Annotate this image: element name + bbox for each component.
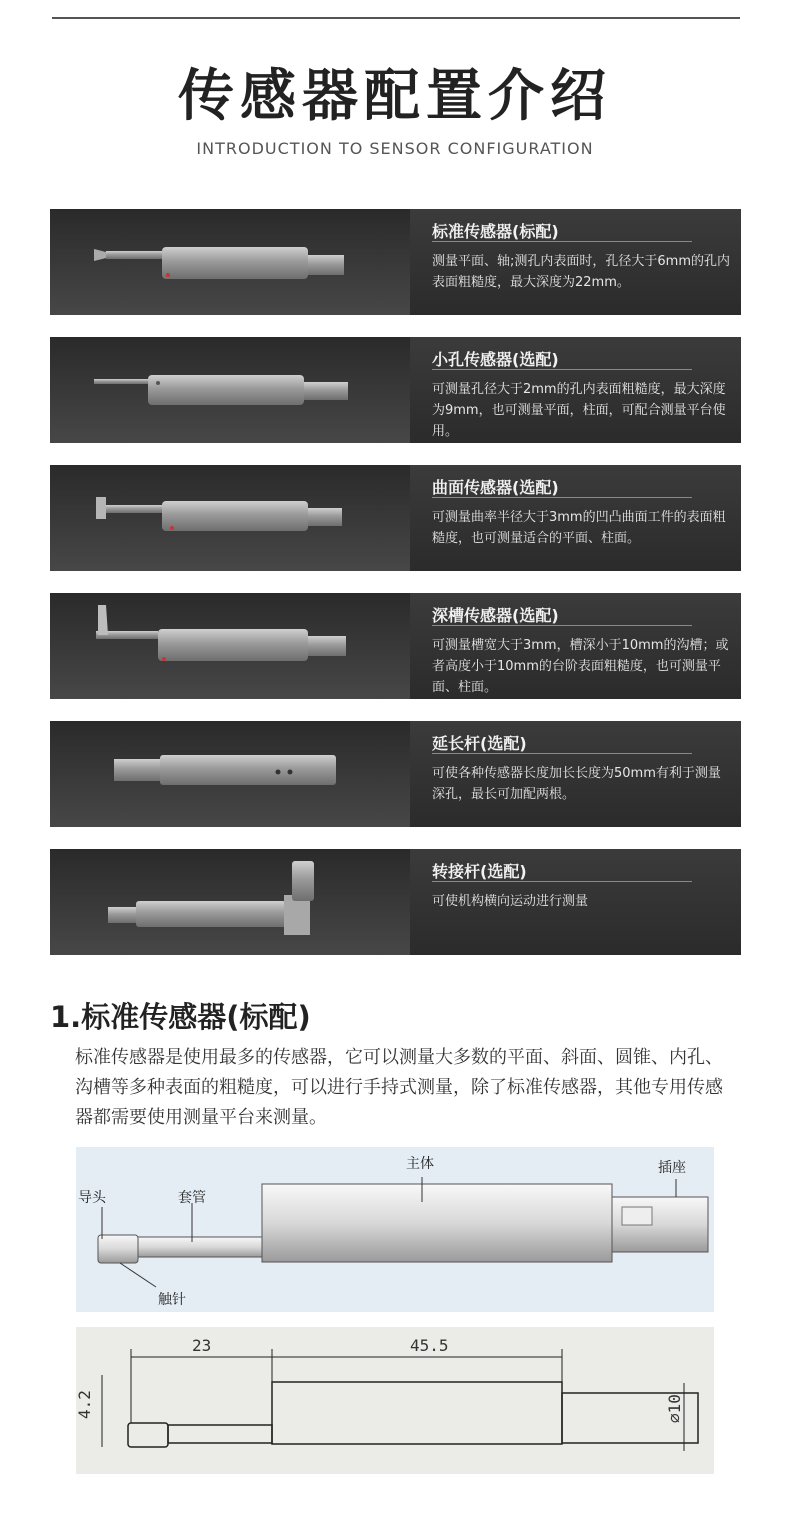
card-title: 曲面传感器(选配) (432, 478, 559, 497)
label-sleeve: 套管 (178, 1190, 206, 1206)
extension-rod-card (50, 721, 741, 827)
page-title: 传感器配置介绍 (178, 64, 612, 129)
card-description: 测量平面、轴;测孔内表面时，孔径大于6mm的孔内表面粗糙度，最大深度为22mm。 (432, 254, 730, 290)
card-description: 可使各种传感器长度加长长度为50mm有利于测量深孔，最长可加配两根。 (432, 766, 721, 802)
adapter-rod-image (50, 849, 410, 955)
small-hole-sensor-image (50, 337, 410, 443)
top-divider (52, 17, 740, 19)
dimension-45-5: 45.5 (410, 1336, 449, 1355)
dimension-23: 23 (192, 1336, 212, 1355)
sensor-parts-diagram (76, 1147, 714, 1312)
section-title: 1.标准传感器(标配) (50, 1000, 311, 1034)
label-guide-head: 导头 (78, 1190, 106, 1206)
deep-groove-sensor-image (50, 593, 410, 699)
dimension-diameter-10: ∅10 (664, 1394, 684, 1423)
sensor-card-deep-groove (50, 593, 741, 699)
sensor-card-curved (50, 465, 741, 571)
standard-sensor-image (50, 209, 410, 315)
label-socket: 插座 (658, 1160, 686, 1176)
card-description: 可测量孔径大于2mm的孔内表面粗糙度，最大深度为9mm，也可测量平面，柱面，可配合测量平台使用。 (432, 382, 726, 439)
card-title: 小孔传感器(选配) (432, 350, 559, 369)
card-title: 转接杆(选配) (432, 862, 527, 881)
label-stylus: 触针 (158, 1292, 186, 1308)
card-title: 标准传感器(标配) (432, 222, 559, 241)
card-title: 深槽传感器(选配) (432, 606, 559, 625)
curved-sensor-image (50, 465, 410, 571)
label-main-body: 主体 (406, 1156, 434, 1172)
dimension-4-2: 4.2 (74, 1390, 94, 1419)
adapter-rod-card (50, 849, 741, 955)
card-title: 延长杆(选配) (432, 734, 527, 753)
dimension-drawing (76, 1327, 714, 1474)
card-description: 可测量槽宽大于3mm，槽深小于10mm的沟槽；或者高度小于10mm的台阶表面粗糙度，也可测量平面、柱面。 (432, 638, 729, 695)
section-body: 标准传感器是使用最多的传感器，它可以测量大多数的平面、斜面、圆锥、内孔、沟槽等多种表面的粗糙度，可以进行手持式测量，除了标准传感器，其他专用传感器都需要使用测量平台来测量。 (75, 1047, 723, 1128)
card-description: 可测量曲率半径大于3mm的凹凸曲面工件的表面粗糙度，也可测量适合的平面、柱面。 (432, 510, 726, 546)
card-description: 可使机构横向运动进行测量 (432, 894, 589, 909)
page-subtitle: INTRODUCTION TO SENSOR CONFIGURATION (196, 139, 594, 158)
sensor-card-small-hole (50, 337, 741, 443)
extension-rod-image (50, 721, 410, 827)
sensor-card-standard (50, 209, 741, 315)
